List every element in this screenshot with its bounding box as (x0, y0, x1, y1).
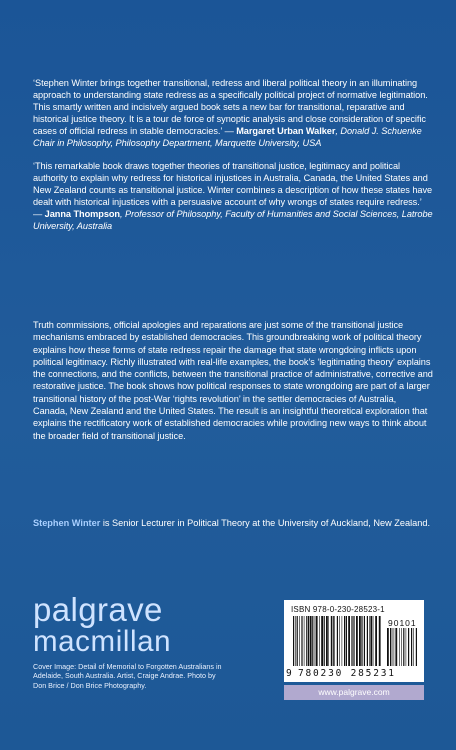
barcode-bar (373, 616, 374, 666)
barcode-bar (356, 616, 358, 666)
barcode-bar (319, 616, 320, 666)
barcode-bar (293, 616, 294, 666)
barcode-bar (403, 628, 404, 666)
barcode-bar (299, 616, 300, 666)
barcode-bar (301, 616, 302, 666)
author-bio (33, 517, 433, 529)
barcode-bar (328, 616, 329, 666)
praise-quote (33, 77, 433, 149)
barcode-bar (367, 616, 368, 666)
barcode-bar (395, 628, 397, 666)
quote-author: Margaret Urban Walker (236, 126, 336, 136)
praise-quote (33, 160, 433, 232)
price-code: 90101 (388, 618, 417, 628)
quote-author-title: , Professor of Philosophy, Faculty of Humanities and Social Sciences, Latrobe University, Australia (33, 209, 433, 231)
quote-dash: — (224, 126, 237, 136)
barcode-bar (394, 628, 395, 666)
barcode-bar (308, 616, 309, 666)
barcode-bar (370, 616, 372, 666)
bio-author-name: Stephen Winter (33, 518, 101, 528)
barcode-bar (351, 616, 352, 666)
logo-line-macmillan: macmillan (33, 625, 172, 658)
barcode-bar (411, 628, 412, 666)
barcode-bar (315, 616, 316, 666)
barcode-bar (406, 628, 407, 666)
barcode-panel (284, 600, 424, 682)
barcode-bar (387, 628, 389, 666)
barcode-bar (401, 628, 402, 666)
publisher-logo (33, 593, 171, 657)
barcode-bar (326, 616, 328, 666)
barcode-lead-digit: 9 (286, 668, 294, 679)
barcode-bar (375, 616, 377, 666)
barcode-bar (369, 616, 370, 666)
barcode-bar (339, 616, 340, 666)
quote-author-title: , Donald J. Schuenke Chair in Philosophy, Philosophy Department, Marquette University, USA (33, 126, 422, 148)
isbn-text: ISBN 978-0-230-28523-1 (291, 605, 385, 614)
barcode-bar (333, 616, 334, 666)
barcode-bar (348, 616, 350, 666)
barcode-number: 780230 285231 (298, 668, 396, 679)
barcode-bar (354, 616, 355, 666)
barcode-bar (297, 616, 298, 666)
barcode-bar (399, 628, 400, 666)
publisher-url[interactable]: www.palgrave.com (284, 685, 424, 700)
barcode-bar (312, 616, 313, 666)
barcode-bar (295, 616, 296, 666)
barcode-bar (392, 628, 393, 666)
barcode-bar (361, 616, 362, 666)
book-description: Truth commissions, official apologies and reparations are just some of the transitional justice mechanisms embraced by established democracies. This groundbreaking work of political theory explains how these forms of state redress repair the damage that state wrongdoing inflicts upon political legitimacy. Richly illustrated with real-life examples, the book’s ‘legitimating theory’ explains the connections, and the conflicts, between the transitional practice of administrative, corrective and restorative justice. The book shows how political responses to state wrongdoing are part of a larger transitional history of the post-War ‘rights revolution’ in the settler democracies of Australia, Canada, New Zealand and the United States. The result is an insightful theoretical exploration that explains the rectificatory work of established democracies while providing new ways to think about the broader field of transitional justice. (33, 320, 433, 441)
logo-line-palgrave: palgrave (33, 591, 163, 628)
barcode-bar (346, 616, 347, 666)
barcode-bar (331, 616, 332, 666)
barcode-bar (321, 616, 323, 666)
barcode-bar (416, 628, 417, 666)
barcode-bar (306, 616, 307, 666)
quote-text: ‘This remarkable book draws together theories of transitional justice, legitimacy and political authority to explain why redress for historical injustices in Australia, Canada, the United States and New Zealand counts as transitional justice. Winter combines a description of how these states have dealt with historical injustices with a persuasive account of why wrongs of states require redress.’ (33, 161, 433, 207)
bio-text: is Senior Lecturer in Political Theory at the University of Auckland, New Zealand. (100, 518, 431, 528)
quote-text: ‘Stephen Winter brings together transitional, redress and liberal political theory in an illuminating approach to understanding state redress as a specifically political project of normative legitimation. This smartly written and incisively argued book sets a new bar for transitional, reparative and historical justice theory. It is a tour de force of synoptic analysis and close consideration of specific cases of official redress in stable democracies.’ (33, 78, 428, 136)
barcode-bar (334, 616, 335, 666)
barcode-bar (310, 616, 312, 666)
barcode-bar (304, 616, 305, 666)
quote-author: Janna Thompson (44, 209, 120, 219)
barcode-bar (390, 628, 391, 666)
barcode-bar (408, 628, 409, 666)
barcode-bar (413, 628, 414, 666)
barcode-bar (324, 616, 325, 666)
quote-dash: — (33, 209, 45, 219)
cover-image-credit: Cover Image: Detail of Memorial to Forgotten Australians in Adelaide, South Australia. Artist, Craige Andrae. Photo by Don Brice / Don Brice Photography. (33, 662, 222, 690)
praise-section (33, 77, 433, 232)
barcode-bar (316, 616, 318, 666)
barcode-bar (364, 616, 365, 666)
barcode-bar (337, 616, 338, 666)
barcode-bar (379, 616, 381, 666)
barcode-bar (352, 616, 353, 666)
barcode-bar (344, 616, 345, 666)
barcode-bar (342, 616, 343, 666)
barcode-bar (359, 616, 361, 666)
